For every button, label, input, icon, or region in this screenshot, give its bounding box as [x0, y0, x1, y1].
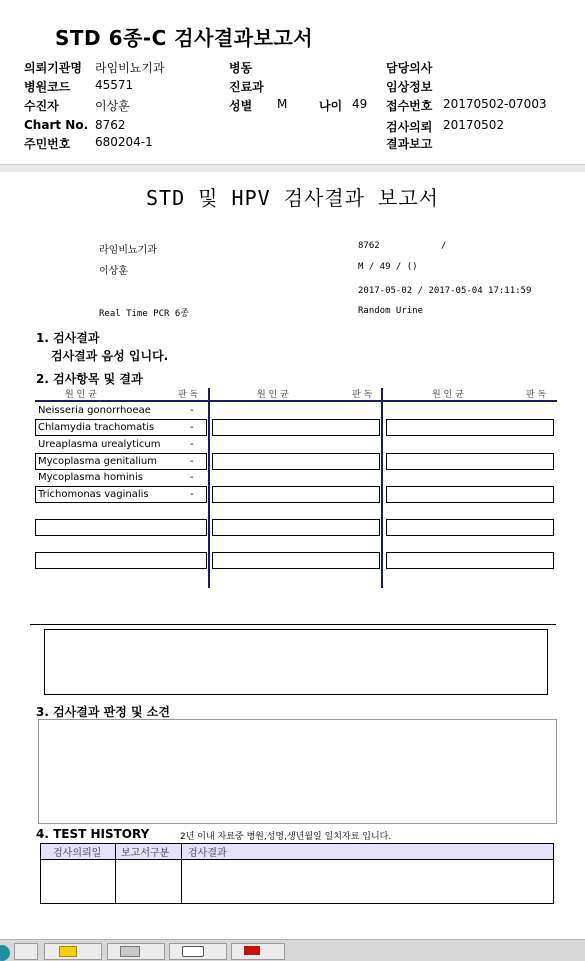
empty-row-box [386, 419, 554, 436]
request-date-value: 20170502 [443, 118, 505, 132]
age-label: 나이 [319, 99, 343, 113]
hospital-code-value: 45571 [95, 78, 134, 92]
dept-label: 진료과 [229, 80, 264, 94]
chart-no-value: 8762 [95, 118, 126, 132]
history-col-divider [115, 859, 116, 904]
organism-name: Mycoplasma hominis [38, 472, 143, 483]
organism-result: - [190, 456, 194, 467]
page-separator [0, 164, 585, 172]
resident-no-value: 680204-1 [95, 135, 153, 149]
hospital-code-label: 병원코드 [24, 80, 71, 94]
history-col-date: 검사의뢰일 [40, 843, 116, 860]
col-judgment-3: 판 독 [526, 390, 547, 400]
organism-result: - [190, 472, 194, 483]
report-patient: 이상훈 [99, 266, 128, 277]
sex-label: 성별 [229, 99, 253, 113]
organism-name: Mycoplasma genitalium [38, 456, 157, 467]
taskbar-button[interactable] [231, 943, 285, 960]
report-dates: 2017-05-02 / 2017-05-04 17:11:59 [358, 286, 532, 296]
comment-box [44, 629, 548, 695]
history-col-type: 보고서구분 [115, 843, 182, 860]
empty-row-box [212, 453, 380, 470]
section3-title: 3. 검사결과 판정 및 소견 [36, 705, 170, 719]
result-report-label: 결과보고 [386, 137, 433, 151]
organism-result: - [190, 422, 194, 433]
taskbar-button[interactable] [107, 943, 165, 960]
reception-no-value: 20170502-07003 [443, 97, 547, 111]
empty-row-box [212, 552, 380, 569]
section2-title: 2. 검사항목 및 결과 [36, 372, 143, 386]
organism-name: Ureaplasma urealyticum [38, 439, 161, 450]
col-organism-1: 원 인 균 [65, 390, 97, 400]
resident-no-label: 주민번호 [24, 137, 71, 151]
empty-row-box [212, 519, 380, 536]
empty-row-box [35, 552, 207, 569]
opinion-box [38, 719, 557, 824]
history-col-result: 검사결과 [181, 843, 554, 860]
request-date-label: 검사의뢰 [386, 120, 433, 134]
doctor-label: 담당의사 [386, 61, 433, 75]
col-judgment-2: 판 독 [352, 390, 373, 400]
report-org: 라임비뇨기과 [99, 245, 157, 256]
report-title: STD 및 HPV 검사결과 보고서 [146, 186, 439, 210]
empty-row-box [386, 519, 554, 536]
col-judgment-1: 판 독 [178, 390, 199, 400]
patient-label: 수진자 [24, 99, 59, 113]
organism-result: - [190, 405, 194, 416]
sex-value: M [277, 97, 288, 111]
empty-row-box [35, 519, 207, 536]
section1-title: 1. 검사결과 [36, 331, 100, 345]
section4-note: 2년 이내 자료중 병원,성명,생년월일 일치자료 입니다. [180, 832, 392, 842]
reception-no-label: 접수번호 [386, 99, 433, 113]
empty-row-box [386, 552, 554, 569]
section4-title: 4. TEST HISTORY [36, 827, 150, 841]
col-organism-2: 원 인 균 [257, 390, 289, 400]
requesting-org-label: 의뢰기관명 [24, 61, 82, 75]
report-sex-age: M / 49 / () [358, 262, 418, 272]
empty-row-box [212, 486, 380, 503]
ward-label: 병동 [229, 61, 253, 75]
taskbar-button[interactable] [44, 943, 102, 960]
taskbar [0, 939, 585, 961]
printer-icon [182, 946, 204, 957]
document-icon [120, 946, 140, 957]
taskbar-button[interactable] [169, 943, 227, 960]
age-value: 49 [352, 97, 368, 111]
clinical-info-label: 임상정보 [386, 80, 433, 94]
column-divider-1 [208, 388, 210, 588]
organism-name: Neisseria gonorrhoeae [38, 405, 151, 416]
report-chart: 8762 [358, 241, 380, 251]
results-table-header [35, 387, 557, 402]
organism-name: Chlamydia trachomatis [38, 422, 155, 433]
history-col-divider [181, 859, 182, 904]
organism-name: Trichomonas vaginalis [38, 489, 149, 500]
organism-result: - [190, 489, 194, 500]
page-title: STD 6종-C 검사결과보고서 [55, 26, 314, 50]
col-organism-3: 원 인 균 [432, 390, 464, 400]
organism-result: - [190, 439, 194, 450]
section-divider [30, 624, 556, 625]
column-divider-2 [381, 388, 383, 588]
empty-row-box [212, 419, 380, 436]
empty-row-box [386, 453, 554, 470]
report-test-name: Real Time PCR 6종 [99, 309, 189, 319]
folder-icon [59, 946, 77, 957]
start-orb-icon[interactable] [0, 945, 10, 961]
empty-row-box [386, 486, 554, 503]
pdf-icon [244, 946, 260, 955]
requesting-org-value: 라임비뇨기과 [95, 61, 165, 75]
taskbar-button[interactable] [14, 943, 38, 960]
report-slash: / [441, 241, 447, 251]
patient-value: 이상훈 [95, 99, 130, 113]
report-specimen: Random Urine [358, 306, 424, 316]
section1-result: 검사결과 음성 입니다. [51, 349, 169, 363]
chart-no-label: Chart No. [24, 118, 89, 132]
